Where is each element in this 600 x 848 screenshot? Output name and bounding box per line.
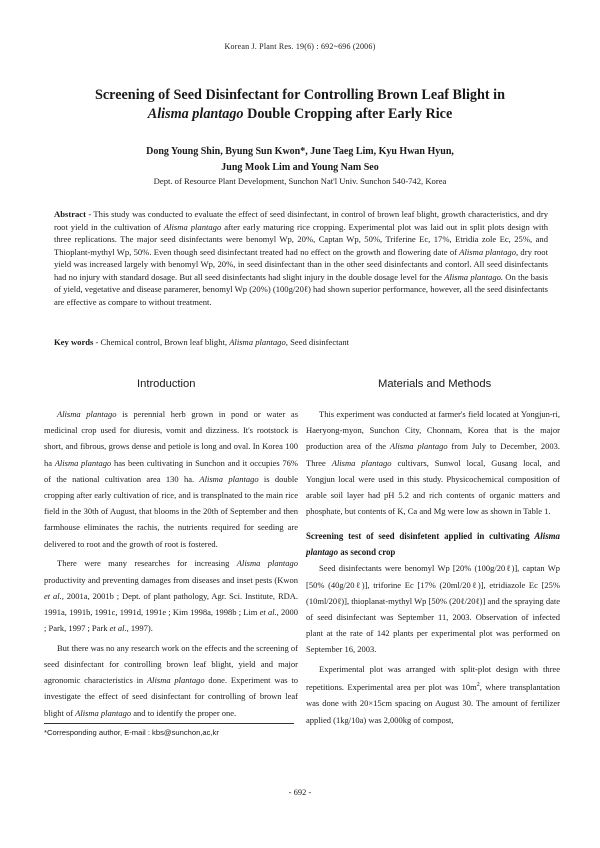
journal-reference: Korean J. Plant Res. 19(6) : 692~696 (2006) [224, 42, 376, 51]
intro-paragraph [44, 406, 298, 552]
keywords-species: Alisma plantago, [229, 337, 288, 347]
paragraph-text: cultivars, Sunwol local, Gusang local, and Yongjun local were used in this study. Physicochemical composition of arable soil layer had pH 5.2 and rich contents of organic matters and phosphate, but contents of K, Ca and Mg were low as shown in Table 1. [306, 457, 560, 517]
introduction-heading: Introduction [137, 378, 196, 390]
species-name: Alisma plantago [389, 441, 448, 452]
subheading-text: as second crop [338, 547, 396, 558]
paragraph-text: This experiment was conducted at farmer's field located at Yongjun-ri, Haeryong-myon, Sunchon City, Chonnam, Korea that is the major production area of the [306, 409, 560, 452]
paragraph-text: done. Experiment was to investigate the effect of seed disinfectant for controlling of brown leaf blight of [44, 675, 298, 718]
abstract-species-3: Alisma plantago. [444, 271, 504, 282]
abstract-label: Abstract [54, 209, 86, 219]
intro-paragraph [44, 640, 298, 721]
paragraph-text: 2000 ; Park, 1997 ; Park [44, 606, 299, 634]
subheading-text: Screening test of seed disinfetent applied in cultivating [306, 531, 535, 542]
abstract-text-4: On the basis of yield, vegetative and disease paramerer, benomyl Wp (20%) (100g/20ℓ) had shown superior performance, however, all the seed disinfectants are effective as compare to without treatment. [54, 271, 548, 307]
title-line-1: Screening of Seed Disinfectant for Controlling Brown Leaf Blight in [94, 87, 505, 103]
keywords-label: Key words [54, 337, 94, 347]
author-list [40, 144, 560, 176]
species-name: Alisma plantago [75, 707, 132, 718]
species-name: Alisma plantago [236, 558, 298, 569]
citation-etal: et al., [109, 623, 129, 634]
methods-column [306, 406, 560, 728]
title-line-2-rest: Double Cropping after Early Rice [243, 106, 453, 122]
methods-paragraph [306, 406, 560, 519]
species-name: Alisma plantago [57, 409, 117, 419]
methods-paragraph [306, 661, 560, 728]
keywords-tail: Seed disinfectant [287, 337, 350, 347]
abstract-text-2: after early maturing rice cropping. Experimental plot was laid out in split plots design with three replications. The major seed disinfectants were benomyl Wp, 20%, Captan Wp, 50%, Triferine Ec, 17%, Etridia zole Ec, 25%, and Thioplant-mythyl Wp, 50%. Even though seed disinfectant treated had no effect on the growth and flowering date of [54, 221, 549, 257]
abstract-text-3: dry root yield was increased largely with benomyl Wp, 20%, in seed disinfectant than in the other seed disinfectants and contorl. All seed disinfectants had no injury with standard dosage. But all seed disinfectants had slight injury in the double dosage level for the [54, 246, 548, 282]
paragraph-text: is perennial herb grown in pond or water as medicinal crop used for diuresis, vomit and dizziness. It's rootstock is short, and fibrous, grows dense and petiole is long and oval. In Korea 100 ha [44, 409, 298, 468]
citation-etal: et al., [259, 606, 279, 617]
affiliation: Dept. of Resource Plant Development, Sunchon Nat'l Univ. Sunchon 540-742, Korea [153, 176, 447, 186]
intro-paragraph [44, 555, 298, 636]
title-line-2 [40, 105, 560, 124]
methods-heading: Materials and Methods [378, 378, 492, 390]
species-name: Alisma plantago [331, 457, 392, 468]
paragraph-text: from July to December, 2003. Three [306, 441, 560, 468]
species-name: Alisma plantago [54, 457, 112, 468]
paragraph-text: Experimental plot was arranged with split-plot design with three repetitions. Experimental area per plot was 10m [306, 664, 560, 693]
citation-etal: et al., [44, 590, 64, 601]
paragraph-text: has been cultivating in Sunchon and it occupies 76% of the national cultivation area 130 ha. [44, 457, 299, 484]
species-name: Alisma plantago [199, 473, 259, 484]
authors-line-1: Dong Young Shin, Byung Sun Kwon*, June Taeg Lim, Kyu Hwan Hyun, [146, 146, 454, 157]
methods-subheading [306, 528, 560, 560]
species-name: Alisma plantago [146, 675, 205, 686]
title-species-name: Alisma plantago [147, 106, 244, 122]
paragraph-text: But there was no any research work on the effects and the screening of seed disinfectant for controlling brown leaf blight, yield and major agronomic characteristics in [44, 642, 298, 686]
paragraph-text: 2001a, 2001b ; Dept. of plant pathology, Agr. Sci. Institute, RDA. 1991a, 1991b, 1991c, 1991d, 1991e ; Kim 1998a, 1998b ; Lim [44, 590, 299, 617]
paragraph-text: 1997). [128, 623, 153, 634]
footnote-divider [44, 723, 294, 724]
abstract-species-2: Alisma plantago, [459, 246, 519, 257]
paragraph-text: and to identify the proper one. [131, 707, 237, 718]
species-name: Alisma plantago [306, 531, 560, 558]
paragraph-text: is double cropping after early cultivation of rice, and is transplnated to the main rice field in the 30th of August, that blooms in the 20th of September and then farmhouse eliminates the rachis, the nutrients required for seeding are delivered to root and the growth of root is fostered. [44, 473, 299, 549]
paragraph-text: There were many researches for increasing [57, 558, 237, 569]
paragraph-text: productivity and preventing damages from diseases and inset pests (Kwon [44, 574, 298, 585]
methods-paragraph: Seed disinfectants were benomyl Wp [20% (100g/20ℓ)], captan Wp [50% (40g/20ℓ)], triforine Ec [17% (20ml/20ℓ)], etridiazole Ec [25% (10ml/20ℓ)], thioplanat-mythyl Wp [50% (20ℓ/20ℓ)] and the spraying date of seed disinfectant was September 11, 2003. Observation of infected plant at the rate of 142 plants per experimental plot was performed on September 16, 2003. [306, 563, 560, 655]
abstract-species-1: Alisma plantago [163, 221, 222, 232]
abstract-text-1: - This study was conducted to evaluate the effect of seed disinfectant, in control of brown leaf blight, growth characteristics, and dry root yield in the cultivation of [54, 209, 548, 232]
page-number: - 692 - [288, 787, 312, 797]
paper-title [40, 86, 560, 124]
paragraph-text: , where transplantation was done with 20×15cm spacing on August 30. The amount of fertilizer applied (1kg/10a) was 2,000kg of compost, [306, 682, 560, 725]
introduction-column [44, 406, 298, 721]
superscript: 2 [476, 682, 480, 689]
keywords [54, 336, 548, 348]
authors-line-2: Jung Mook Lim and Young Nam Seo [221, 162, 379, 173]
keywords-text: - Chemical control, Brown leaf blight, [93, 337, 230, 347]
corresponding-author-footnote: *Corresponding author, E-mail : kbs@sunchon,ac,kr [44, 728, 219, 737]
abstract [54, 208, 548, 308]
